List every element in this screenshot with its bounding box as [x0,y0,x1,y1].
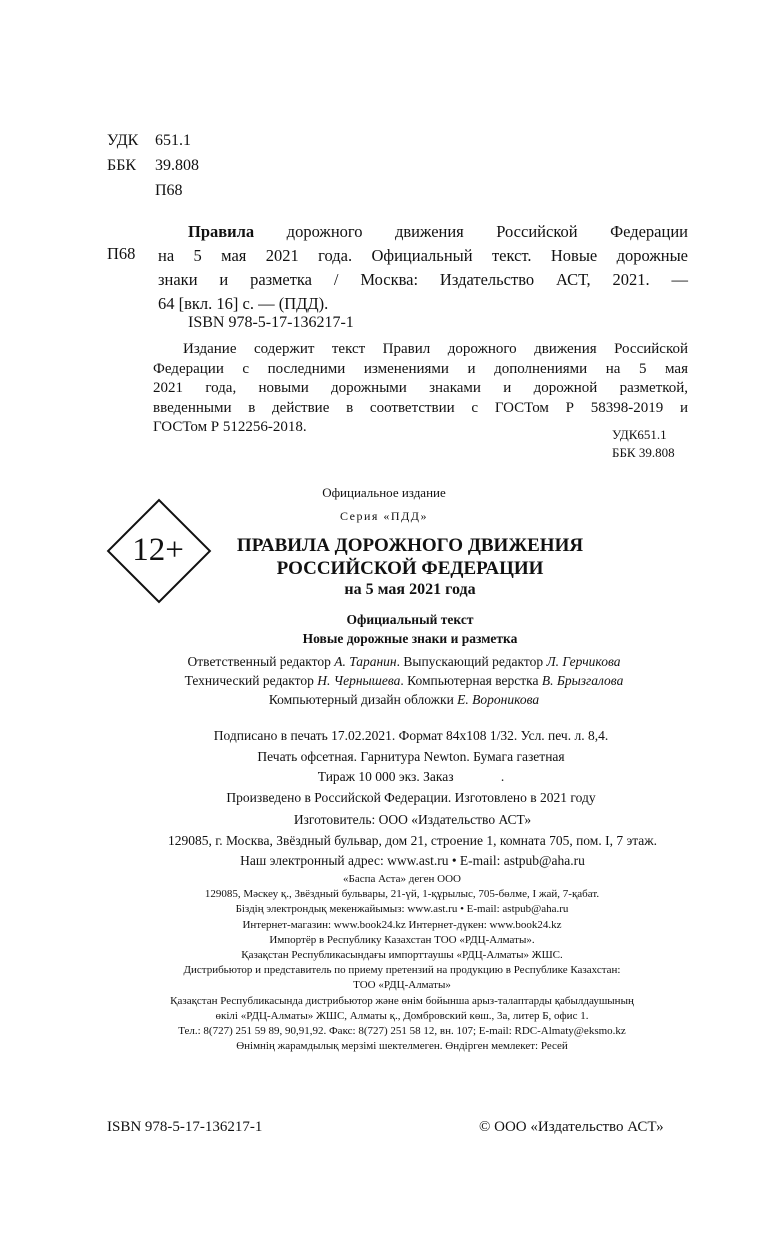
credits [0,652,768,709]
tech-editor-label: Технический редактор [184,673,318,688]
printing-info [0,726,768,808]
annotation-line-1: Издание содержит текст Правил дорожного движения Российской [183,341,688,357]
official-edition: Официальное издание [322,485,446,500]
biblio-line-3: знаки и разметка / Москва: Издательство АСТ, 2021. — [158,270,688,289]
title-line-1: ПРАВИЛА ДОРОЖНОГО ДВИЖЕНИЯ [236,535,584,556]
kz-line: 129085, Мәскеу қ., Звёздный бульвары, 21-үй, 1-құрылыс, 705-бөлме, I жай, 7-қабат. [204,888,600,901]
biblio-line-2: на 5 мая 2021 года. Официальный текст. Новые дорожные [158,246,688,265]
udk-value: 651.1 [155,132,191,149]
resp-editor: А. Таранин [334,654,397,669]
kz-line: «Баспа Аста» деген ООО [343,873,461,885]
release-editor-label: . Выпускающий редактор [396,654,547,669]
release-editor: Л. Герчикова [546,654,621,669]
kazakhstan-info [0,872,768,1054]
annotation-line-3: 2021 года, новыми дорожными знаками и дорожной разметкой, [153,380,688,396]
annotation-line-5: ГОСТом Р 512256-2018. [153,419,307,435]
annotation-line-4: введенными в действие в соответствии с ГОСТом Р 58398-2019 и [153,399,688,416]
manufacturer-line-2: 129085, г. Москва, Звёздный бульвар, дом 21, строение 1, комната 705, пом. I, 7 этаж. [167,832,658,848]
footer-copyright: © ООО «Издательство АСТ» [479,1119,664,1135]
resp-editor-label: Ответственный редактор [187,654,335,669]
title-date: на 5 мая 2021 года [344,581,476,598]
layout-editor: В. Брызгалова [541,673,624,688]
printing-line-3: Тираж 10 000 экз. Заказ . [317,769,505,784]
tech-editor: Н. Чернышева [317,673,401,688]
biblio-line-1 [158,220,688,244]
manufacturer-info [0,810,768,872]
manufacturer-line-1: Изготовитель: ООО «Издательство АСТ» [293,812,532,827]
biblio-line-4: 64 [вкл. 16] с. — (ПДД). [158,294,329,313]
manufacturer-line-3: Наш электронный адрес: www.ast.ru • E-mail: astpub@aha.ru [240,853,585,868]
annotation-line-2: Федерации с последними изменениями и дополнениями на 5 мая [153,360,688,377]
kz-line: Тел.: 8(727) 251 59 89, 90,91,92. Факс: 8(727) 251 58 12, вн. 107; E-mail: RDC-Almaty@eksmo.kz [178,1025,626,1038]
annotation [153,340,688,438]
bbk-label: ББК [107,157,137,174]
kz-line: Қазақстан Республикасында дистрибьютор және өнім бойынша арыз-талаптарды қабылдаушының [170,994,634,1007]
credits-line-3 [0,690,768,709]
kz-line: Импортёр в Республику Казахстан ТОО «РДЦ-Алматы». [269,933,535,946]
bibliographic-record [158,220,688,316]
bbk-line [107,153,199,178]
author-sign: П68 [155,182,183,199]
bbk-value: 39.808 [155,157,199,174]
udk-code-2: УДК651.1 [612,427,667,442]
printing-line-1: Подписано в печать 17.02.2021. Формат 84x108 1/32. Усл. печ. л. 8,4. [213,728,609,743]
biblio-isbn: ISBN 978-5-17-136217-1 [188,314,354,331]
footer-isbn: ISBN 978-5-17-136217-1 [107,1119,263,1135]
kz-line: өкілі «РДЦ-Алматы» ЖШС, Алматы қ., Домбровский көш., 3а, литер Б, офис 1. [215,1009,589,1022]
printing-line-4: Произведено в Российской Федерации. Изготовлено в 2021 году [226,789,596,805]
age-rating-badge [108,500,208,600]
credits-line-1 [0,652,768,671]
udk-line [107,128,199,153]
layout-label: . Компьютерная верстка [400,673,542,688]
series-name: Серия «ПДД» [340,509,428,523]
credits-line-2 [0,671,768,690]
cover-designer: Е. Вороникова [457,692,540,707]
biblio-line-1-rest: дорожного движения Российской Федерации [254,222,688,241]
printing-line-2: Печать офсетная. Гарнитура Newton. Бумага газетная [257,748,565,764]
kz-line: Дистрибьютор и представитель по приему претензий на продукцию в Республике Казахстан: [183,964,621,977]
classification-codes [107,128,199,203]
kz-line: Интернет-магазин: www.book24.kz Интернет-дүкен: www.book24.kz [242,918,562,931]
bbk-code-2: ББК 39.808 [612,445,675,460]
udk-label: УДК [107,132,139,149]
kz-line: Біздің электрондық мекенжайымыз: www.ast.ru • E-mail: astpub@aha.ru [235,903,569,916]
biblio-title-bold: Правила [188,222,255,241]
subtitle-new-signs: Новые дорожные знаки и разметка [302,631,518,646]
age-rating-text: 12+ [132,532,184,568]
classification-codes-2 [612,426,675,462]
author-sign-side: П68 [107,244,136,263]
book-title [205,534,615,580]
kz-line: ТОО «РДЦ-Алматы» [353,979,451,992]
subtitle-block [205,610,615,648]
title-line-2: РОССИЙСКОЙ ФЕДЕРАЦИИ [276,558,544,579]
kz-line: Өнімнің жарамдылық мерзімі шектелмеген. Өндірген мемлекет: Ресей [236,1040,568,1053]
cover-label: Компьютерный дизайн обложки [268,692,458,707]
subtitle-official-text: Официальный текст [346,612,474,627]
kz-line: Қазақстан Республикасындағы импорттаушы «РДЦ-Алматы» ЖШС. [241,949,563,962]
